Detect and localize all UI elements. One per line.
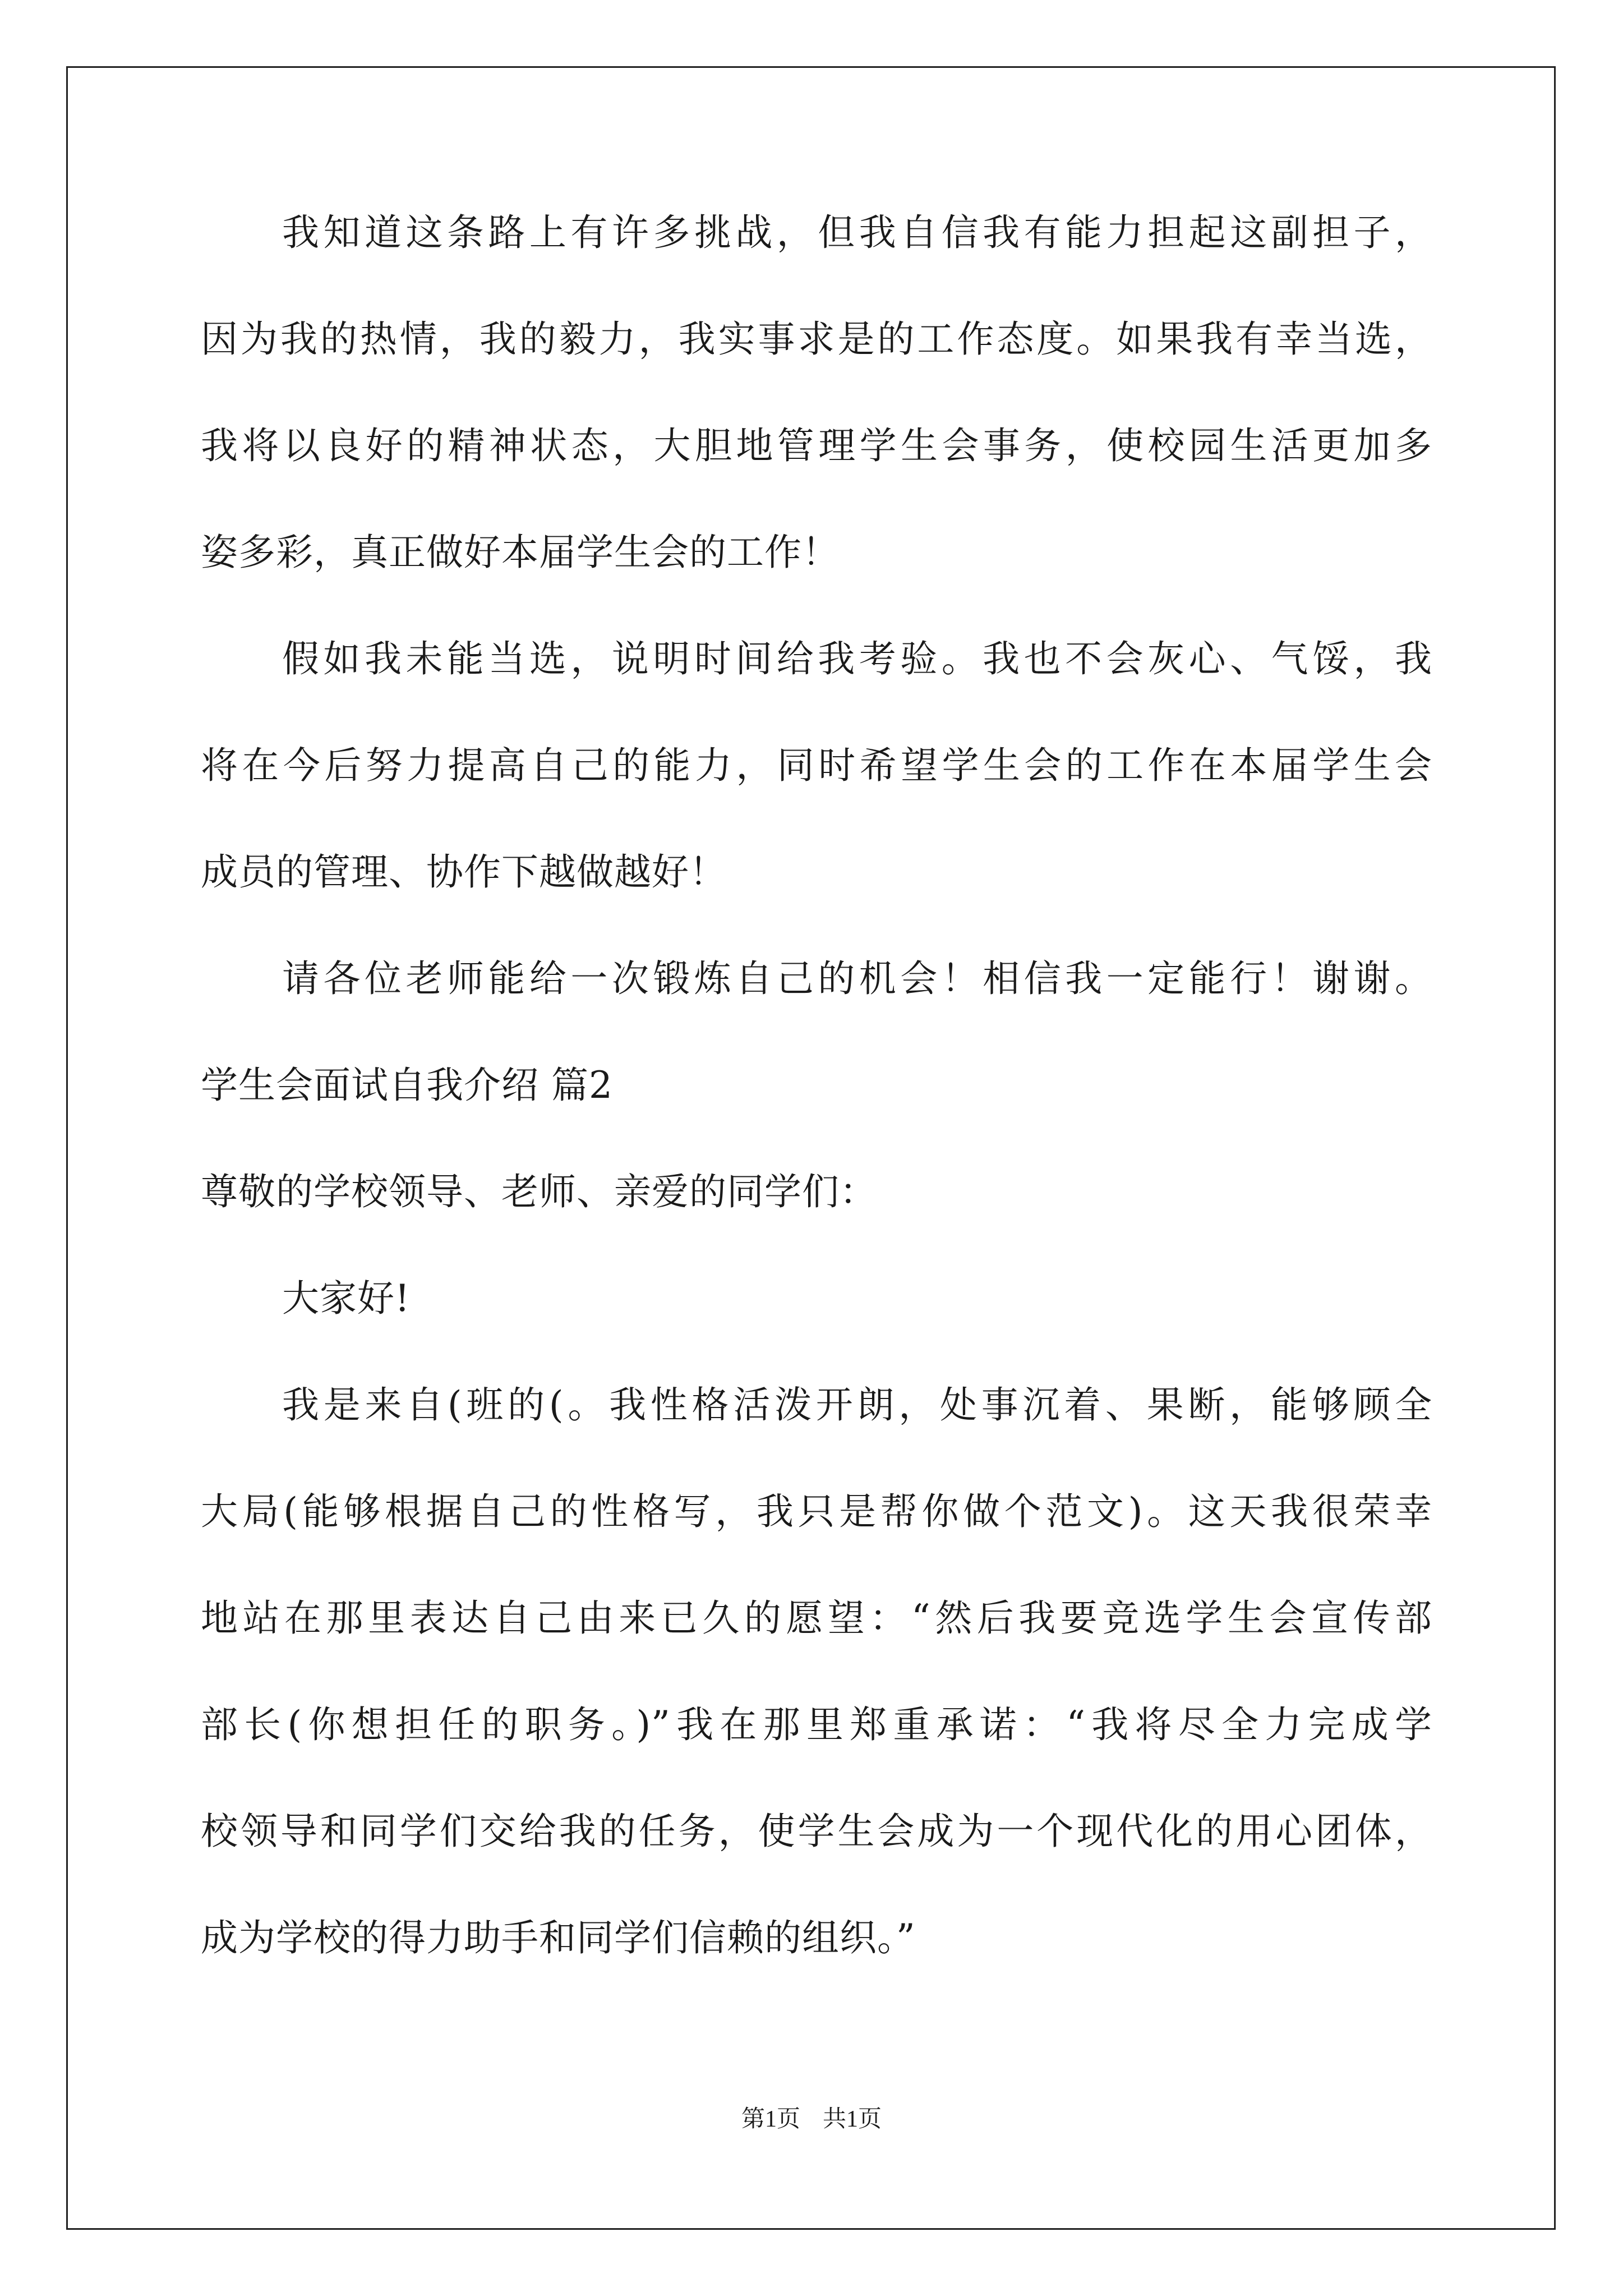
page-footer xyxy=(0,2102,1623,2136)
paragraph-line: 姿多彩，真正做好本届学生会的工作！ xyxy=(201,531,840,574)
paragraph-line: 校领导和同学们交给我的任务，使学生会成为一个现代化的用心团体， xyxy=(201,1810,1432,1853)
section-heading: 学生会面试自我介绍 篇2 xyxy=(201,1064,613,1107)
paragraph-line: 请各位老师能给一次锻炼自己的机会！相信我一定能行！谢谢。 xyxy=(282,957,1432,1000)
page-number: 第1页 xyxy=(741,2106,800,2132)
paragraph-line: 我是来自(班的(。我性格活泼开朗，处事沉着、果断，能够顾全 xyxy=(282,1383,1432,1427)
paragraph-line: 我知道这条路上有许多挑战，但我自信我有能力担起这副担子， xyxy=(282,211,1432,254)
salutation: 尊敬的学校领导、老师、亲爱的同学们： xyxy=(201,1170,877,1213)
greeting: 大家好! xyxy=(282,1277,411,1320)
paragraph-line: 成员的管理、协作下越做越好！ xyxy=(201,850,727,894)
page-border xyxy=(66,66,1556,2230)
paragraph-line: 成为学校的得力助手和同学们信赖的组织。” xyxy=(201,1916,916,1959)
paragraph-line: 大局(能够根据自己的性格写，我只是帮你做个范文)。这天我很荣幸 xyxy=(201,1490,1432,1533)
paragraph-line: 将在今后努力提高自己的能力，同时希望学生会的工作在本届学生会 xyxy=(201,744,1432,787)
paragraph-line: 部长(你想担任的职务。)”我在那里郑重承诺：“我将尽全力完成学 xyxy=(201,1703,1432,1746)
paragraph-line: 地站在那里表达自己由来已久的愿望：“然后我要竞选学生会宣传部 xyxy=(201,1596,1432,1640)
paragraph-line: 我将以良好的精神状态，大胆地管理学生会事务，使校园生活更加多 xyxy=(201,424,1432,467)
page-total: 共1页 xyxy=(823,2106,882,2132)
paragraph-line: 假如我未能当选，说明时间给我考验。我也不会灰心、气馁，我 xyxy=(282,637,1432,680)
paragraph-line: 因为我的热情，我的毅力，我实事求是的工作态度。如果我有幸当选， xyxy=(201,318,1432,361)
